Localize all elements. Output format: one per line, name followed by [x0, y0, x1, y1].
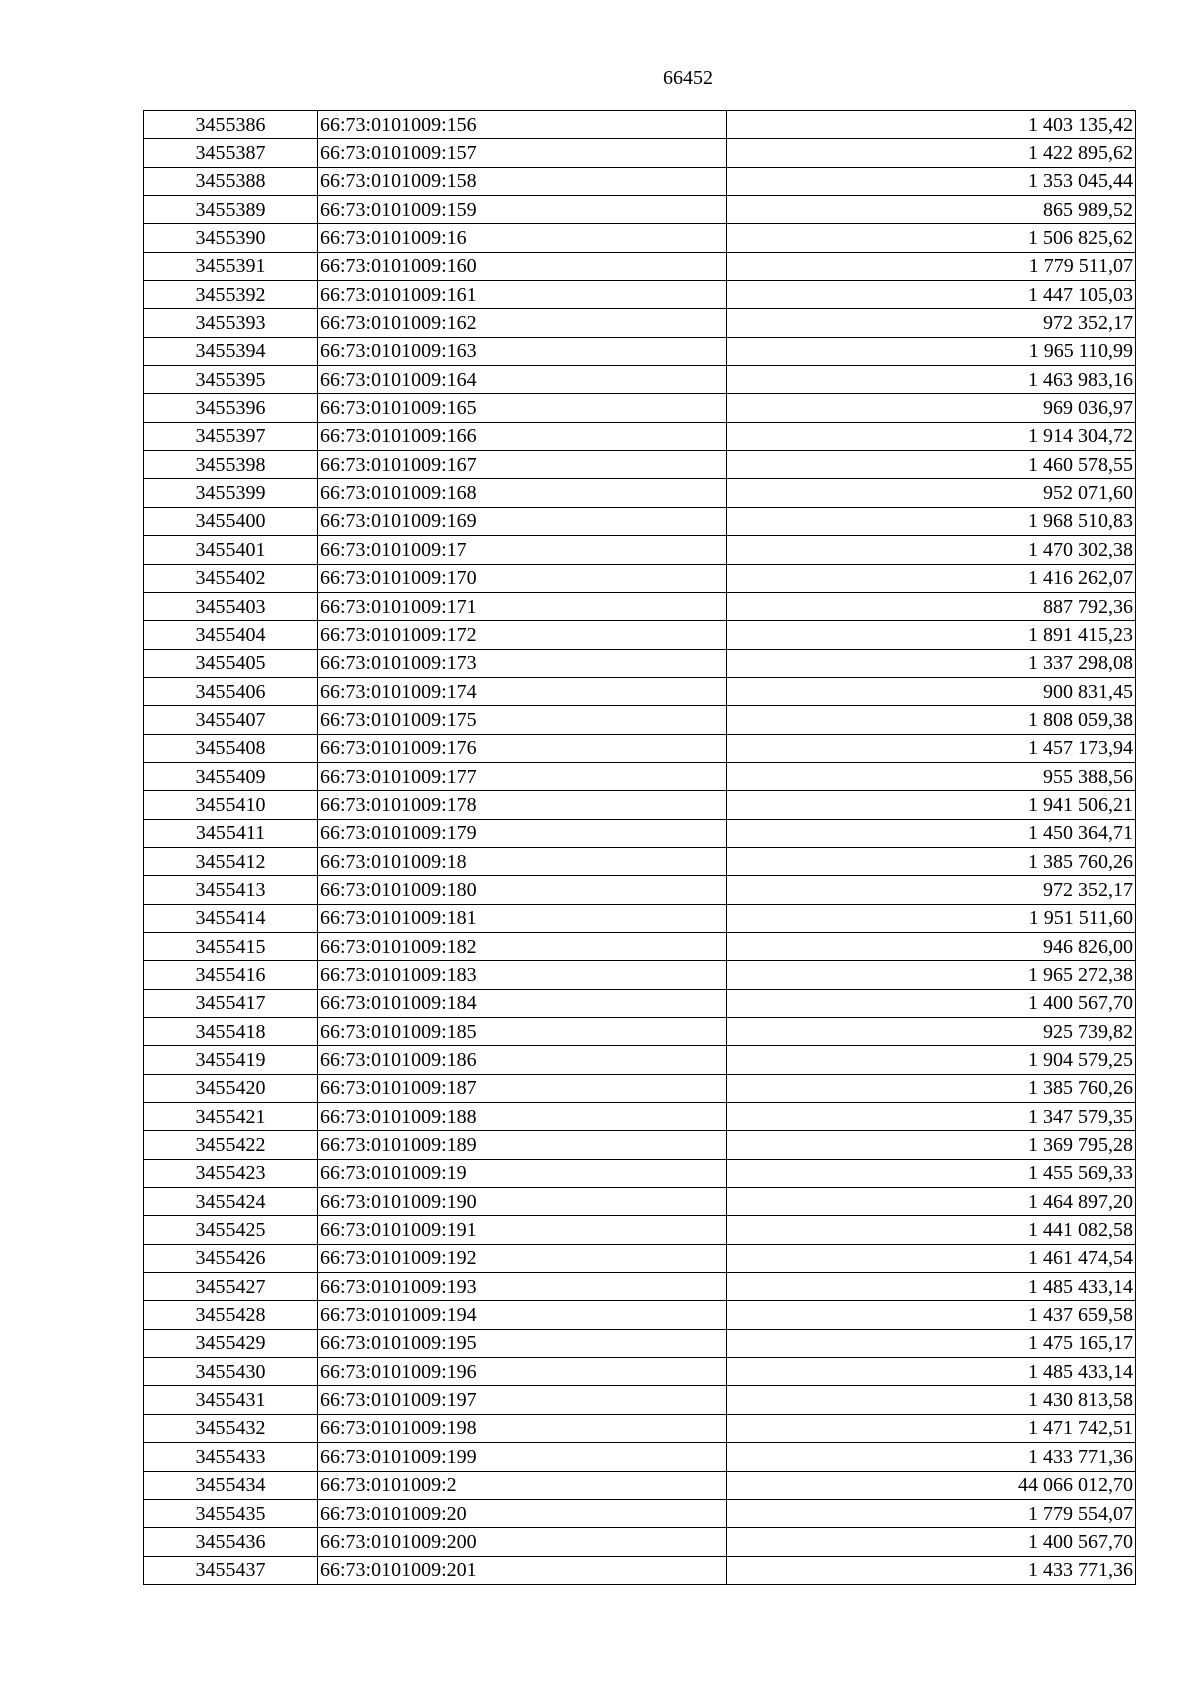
record-number-cell: 3455424 [144, 1188, 318, 1216]
record-number-cell: 3455437 [144, 1556, 318, 1584]
cadastral-number-cell: 66:73:0101009:186 [318, 1046, 727, 1074]
cadastral-number-cell: 66:73:0101009:179 [318, 819, 727, 847]
record-number-cell: 3455386 [144, 111, 318, 139]
table-row [144, 451, 1136, 479]
record-number-cell: 3455400 [144, 507, 318, 535]
cadastral-number-cell: 66:73:0101009:178 [318, 791, 727, 819]
table-row [144, 1103, 1136, 1131]
cadastral-number-cell: 66:73:0101009:193 [318, 1273, 727, 1301]
cadastral-value-cell: 1 475 165,17 [727, 1329, 1136, 1357]
table-row [144, 1499, 1136, 1527]
cadastral-number-cell: 66:73:0101009:187 [318, 1074, 727, 1102]
table-row [144, 734, 1136, 762]
table-row [144, 1159, 1136, 1187]
cadastral-value-cell: 1 914 304,72 [727, 422, 1136, 450]
cadastral-number-cell: 66:73:0101009:163 [318, 337, 727, 365]
cadastral-number-cell: 66:73:0101009:192 [318, 1244, 727, 1272]
cadastral-value-cell: 1 441 082,58 [727, 1216, 1136, 1244]
cadastral-value-cell: 972 352,17 [727, 309, 1136, 337]
table-row [144, 281, 1136, 309]
cadastral-value-cell: 1 385 760,26 [727, 847, 1136, 875]
cadastral-value-cell: 1 951 511,60 [727, 904, 1136, 932]
table-row [144, 762, 1136, 790]
cadastral-number-cell: 66:73:0101009:18 [318, 847, 727, 875]
cadastral-number-cell: 66:73:0101009:157 [318, 139, 727, 167]
record-number-cell: 3455397 [144, 422, 318, 450]
cadastral-number-cell: 66:73:0101009:195 [318, 1329, 727, 1357]
table-row [144, 1556, 1136, 1584]
table-row [144, 196, 1136, 224]
record-number-cell: 3455425 [144, 1216, 318, 1244]
cadastral-value-cell: 1 385 760,26 [727, 1074, 1136, 1102]
record-number-cell: 3455403 [144, 592, 318, 620]
table-row [144, 1273, 1136, 1301]
cadastral-number-cell: 66:73:0101009:172 [318, 621, 727, 649]
cadastral-value-cell: 1 337 298,08 [727, 649, 1136, 677]
cadastral-number-cell: 66:73:0101009:173 [318, 649, 727, 677]
record-number-cell: 3455392 [144, 281, 318, 309]
record-number-cell: 3455422 [144, 1131, 318, 1159]
cadastral-value-cell: 1 968 510,83 [727, 507, 1136, 535]
table-row [144, 1443, 1136, 1471]
record-number-cell: 3455409 [144, 762, 318, 790]
table-row [144, 1216, 1136, 1244]
cadastral-number-cell: 66:73:0101009:164 [318, 366, 727, 394]
cadastral-number-cell: 66:73:0101009:200 [318, 1528, 727, 1556]
cadastral-value-cell: 1 430 813,58 [727, 1386, 1136, 1414]
record-number-cell: 3455414 [144, 904, 318, 932]
table-row [144, 564, 1136, 592]
cadastral-value-cell: 1 433 771,36 [727, 1443, 1136, 1471]
record-number-cell: 3455402 [144, 564, 318, 592]
table-row [144, 706, 1136, 734]
cadastral-value-cell: 1 779 511,07 [727, 252, 1136, 280]
table-row [144, 1188, 1136, 1216]
table-row [144, 961, 1136, 989]
cadastral-number-cell: 66:73:0101009:182 [318, 932, 727, 960]
cadastral-value-cell: 900 831,45 [727, 677, 1136, 705]
record-number-cell: 3455423 [144, 1159, 318, 1187]
record-number-cell: 3455412 [144, 847, 318, 875]
record-number-cell: 3455393 [144, 309, 318, 337]
cadastral-number-cell: 66:73:0101009:17 [318, 536, 727, 564]
record-number-cell: 3455415 [144, 932, 318, 960]
cadastral-number-cell: 66:73:0101009:197 [318, 1386, 727, 1414]
cadastral-number-cell: 66:73:0101009:162 [318, 309, 727, 337]
table-row [144, 791, 1136, 819]
cadastral-value-cell: 1 808 059,38 [727, 706, 1136, 734]
record-number-cell: 3455430 [144, 1358, 318, 1386]
table-row [144, 536, 1136, 564]
record-number-cell: 3455436 [144, 1528, 318, 1556]
cadastral-value-cell: 1 779 554,07 [727, 1499, 1136, 1527]
table-row [144, 649, 1136, 677]
cadastral-number-cell: 66:73:0101009:169 [318, 507, 727, 535]
record-number-cell: 3455429 [144, 1329, 318, 1357]
record-number-cell: 3455388 [144, 167, 318, 195]
table-row [144, 1414, 1136, 1442]
cadastral-number-cell: 66:73:0101009:20 [318, 1499, 727, 1527]
cadastral-value-cell: 1 447 105,03 [727, 281, 1136, 309]
cadastral-number-cell: 66:73:0101009:177 [318, 762, 727, 790]
cadastral-value-cell: 969 036,97 [727, 394, 1136, 422]
cadastral-value-cell: 1 403 135,42 [727, 111, 1136, 139]
cadastral-number-cell: 66:73:0101009:196 [318, 1358, 727, 1386]
cadastral-value-cell: 1 437 659,58 [727, 1301, 1136, 1329]
table-row [144, 507, 1136, 535]
table-row [144, 819, 1136, 847]
cadastral-number-cell: 66:73:0101009:184 [318, 989, 727, 1017]
cadastral-value-cell: 952 071,60 [727, 479, 1136, 507]
record-number-cell: 3455399 [144, 479, 318, 507]
record-number-cell: 3455418 [144, 1018, 318, 1046]
record-number-cell: 3455431 [144, 1386, 318, 1414]
cadastral-value-cell: 1 460 578,55 [727, 451, 1136, 479]
cadastral-value-cell: 1 369 795,28 [727, 1131, 1136, 1159]
table-row [144, 1528, 1136, 1556]
record-number-cell: 3455407 [144, 706, 318, 734]
cadastral-number-cell: 66:73:0101009:170 [318, 564, 727, 592]
record-number-cell: 3455428 [144, 1301, 318, 1329]
table-row [144, 422, 1136, 450]
table-row [144, 224, 1136, 252]
cadastral-value-cell: 44 066 012,70 [727, 1471, 1136, 1499]
table-row [144, 111, 1136, 139]
cadastral-value-cell: 1 470 302,38 [727, 536, 1136, 564]
record-number-cell: 3455426 [144, 1244, 318, 1272]
cadastral-number-cell: 66:73:0101009:174 [318, 677, 727, 705]
table-row [144, 677, 1136, 705]
table-row [144, 1471, 1136, 1499]
record-number-cell: 3455391 [144, 252, 318, 280]
record-number-cell: 3455408 [144, 734, 318, 762]
table-row [144, 366, 1136, 394]
cadastral-value-cell: 1 400 567,70 [727, 989, 1136, 1017]
record-number-cell: 3455396 [144, 394, 318, 422]
cadastral-number-cell: 66:73:0101009:183 [318, 961, 727, 989]
cadastral-value-cell: 972 352,17 [727, 876, 1136, 904]
table-row [144, 1074, 1136, 1102]
cadastral-value-cell: 1 463 983,16 [727, 366, 1136, 394]
table-row [144, 1358, 1136, 1386]
record-number-cell: 3455413 [144, 876, 318, 904]
table-row [144, 592, 1136, 620]
cadastral-number-cell: 66:73:0101009:165 [318, 394, 727, 422]
cadastral-number-cell: 66:73:0101009:158 [318, 167, 727, 195]
cadastral-value-cell: 1 450 364,71 [727, 819, 1136, 847]
cadastral-number-cell: 66:73:0101009:194 [318, 1301, 727, 1329]
record-number-cell: 3455404 [144, 621, 318, 649]
cadastral-value-cell: 1 891 415,23 [727, 621, 1136, 649]
cadastral-number-cell: 66:73:0101009:2 [318, 1471, 727, 1499]
cadastral-number-cell: 66:73:0101009:188 [318, 1103, 727, 1131]
cadastral-value-cell: 1 965 110,99 [727, 337, 1136, 365]
table-body [144, 111, 1136, 1585]
table-row [144, 337, 1136, 365]
record-number-cell: 3455410 [144, 791, 318, 819]
cadastral-number-cell: 66:73:0101009:161 [318, 281, 727, 309]
table-row [144, 989, 1136, 1017]
record-number-cell: 3455432 [144, 1414, 318, 1442]
cadastral-value-cell: 887 792,36 [727, 592, 1136, 620]
table-row [144, 876, 1136, 904]
cadastral-number-cell: 66:73:0101009:171 [318, 592, 727, 620]
cadastral-number-cell: 66:73:0101009:198 [318, 1414, 727, 1442]
table-row [144, 1329, 1136, 1357]
cadastral-number-cell: 66:73:0101009:181 [318, 904, 727, 932]
record-number-cell: 3455401 [144, 536, 318, 564]
cadastral-number-cell: 66:73:0101009:176 [318, 734, 727, 762]
record-number-cell: 3455434 [144, 1471, 318, 1499]
record-number-cell: 3455419 [144, 1046, 318, 1074]
table-row [144, 932, 1136, 960]
cadastral-number-cell: 66:73:0101009:190 [318, 1188, 727, 1216]
record-number-cell: 3455394 [144, 337, 318, 365]
table-row [144, 252, 1136, 280]
table-row [144, 1244, 1136, 1272]
table-row [144, 309, 1136, 337]
record-number-cell: 3455398 [144, 451, 318, 479]
cadastral-number-cell: 66:73:0101009:19 [318, 1159, 727, 1187]
cadastral-value-cell: 925 739,82 [727, 1018, 1136, 1046]
cadastral-value-cell: 946 826,00 [727, 932, 1136, 960]
table-row [144, 479, 1136, 507]
cadastral-value-cell: 955 388,56 [727, 762, 1136, 790]
cadastral-number-cell: 66:73:0101009:175 [318, 706, 727, 734]
cadastral-value-cell: 1 941 506,21 [727, 791, 1136, 819]
cadastral-value-cell: 1 485 433,14 [727, 1273, 1136, 1301]
cadastral-value-cell: 1 965 272,38 [727, 961, 1136, 989]
record-number-cell: 3455416 [144, 961, 318, 989]
cadastral-value-cell: 1 457 173,94 [727, 734, 1136, 762]
page-number: 66452 [663, 67, 713, 89]
cadastral-number-cell: 66:73:0101009:191 [318, 1216, 727, 1244]
record-number-cell: 3455421 [144, 1103, 318, 1131]
cadastral-number-cell: 66:73:0101009:167 [318, 451, 727, 479]
record-number-cell: 3455405 [144, 649, 318, 677]
cadastral-number-cell: 66:73:0101009:201 [318, 1556, 727, 1584]
cadastral-value-cell: 1 506 825,62 [727, 224, 1136, 252]
cadastral-number-cell: 66:73:0101009:159 [318, 196, 727, 224]
record-number-cell: 3455406 [144, 677, 318, 705]
record-number-cell: 3455420 [144, 1074, 318, 1102]
cadastral-value-cell: 1 353 045,44 [727, 167, 1136, 195]
record-number-cell: 3455395 [144, 366, 318, 394]
record-number-cell: 3455433 [144, 1443, 318, 1471]
record-number-cell: 3455435 [144, 1499, 318, 1527]
record-number-cell: 3455411 [144, 819, 318, 847]
table-row [144, 1131, 1136, 1159]
table-row [144, 1301, 1136, 1329]
table-row [144, 139, 1136, 167]
record-number-cell: 3455387 [144, 139, 318, 167]
cadastral-number-cell: 66:73:0101009:189 [318, 1131, 727, 1159]
record-number-cell: 3455389 [144, 196, 318, 224]
cadastral-value-cell: 1 904 579,25 [727, 1046, 1136, 1074]
cadastral-value-cell: 1 433 771,36 [727, 1556, 1136, 1584]
cadastral-number-cell: 66:73:0101009:16 [318, 224, 727, 252]
record-number-cell: 3455417 [144, 989, 318, 1017]
cadastral-value-cell: 1 400 567,70 [727, 1528, 1136, 1556]
table-row [144, 847, 1136, 875]
cadastral-value-cell: 1 455 569,33 [727, 1159, 1136, 1187]
cadastral-value-cell: 1 416 262,07 [727, 564, 1136, 592]
cadastral-number-cell: 66:73:0101009:156 [318, 111, 727, 139]
cadastral-value-cell: 1 471 742,51 [727, 1414, 1136, 1442]
cadastral-value-cell: 1 464 897,20 [727, 1188, 1136, 1216]
cadastral-number-cell: 66:73:0101009:168 [318, 479, 727, 507]
cadastral-number-cell: 66:73:0101009:185 [318, 1018, 727, 1046]
cadastral-value-cell: 1 485 433,14 [727, 1358, 1136, 1386]
cadastral-number-cell: 66:73:0101009:180 [318, 876, 727, 904]
cadastral-number-cell: 66:73:0101009:166 [318, 422, 727, 450]
table-row [144, 621, 1136, 649]
cadastral-value-table [143, 110, 1136, 1585]
cadastral-number-cell: 66:73:0101009:199 [318, 1443, 727, 1471]
table-row [144, 1046, 1136, 1074]
record-number-cell: 3455427 [144, 1273, 318, 1301]
cadastral-number-cell: 66:73:0101009:160 [318, 252, 727, 280]
cadastral-value-cell: 865 989,52 [727, 196, 1136, 224]
table-row [144, 394, 1136, 422]
cadastral-value-cell: 1 422 895,62 [727, 139, 1136, 167]
table-row [144, 904, 1136, 932]
table-row [144, 1386, 1136, 1414]
table-row [144, 1018, 1136, 1046]
cadastral-value-cell: 1 461 474,54 [727, 1244, 1136, 1272]
record-number-cell: 3455390 [144, 224, 318, 252]
table-row [144, 167, 1136, 195]
cadastral-value-cell: 1 347 579,35 [727, 1103, 1136, 1131]
